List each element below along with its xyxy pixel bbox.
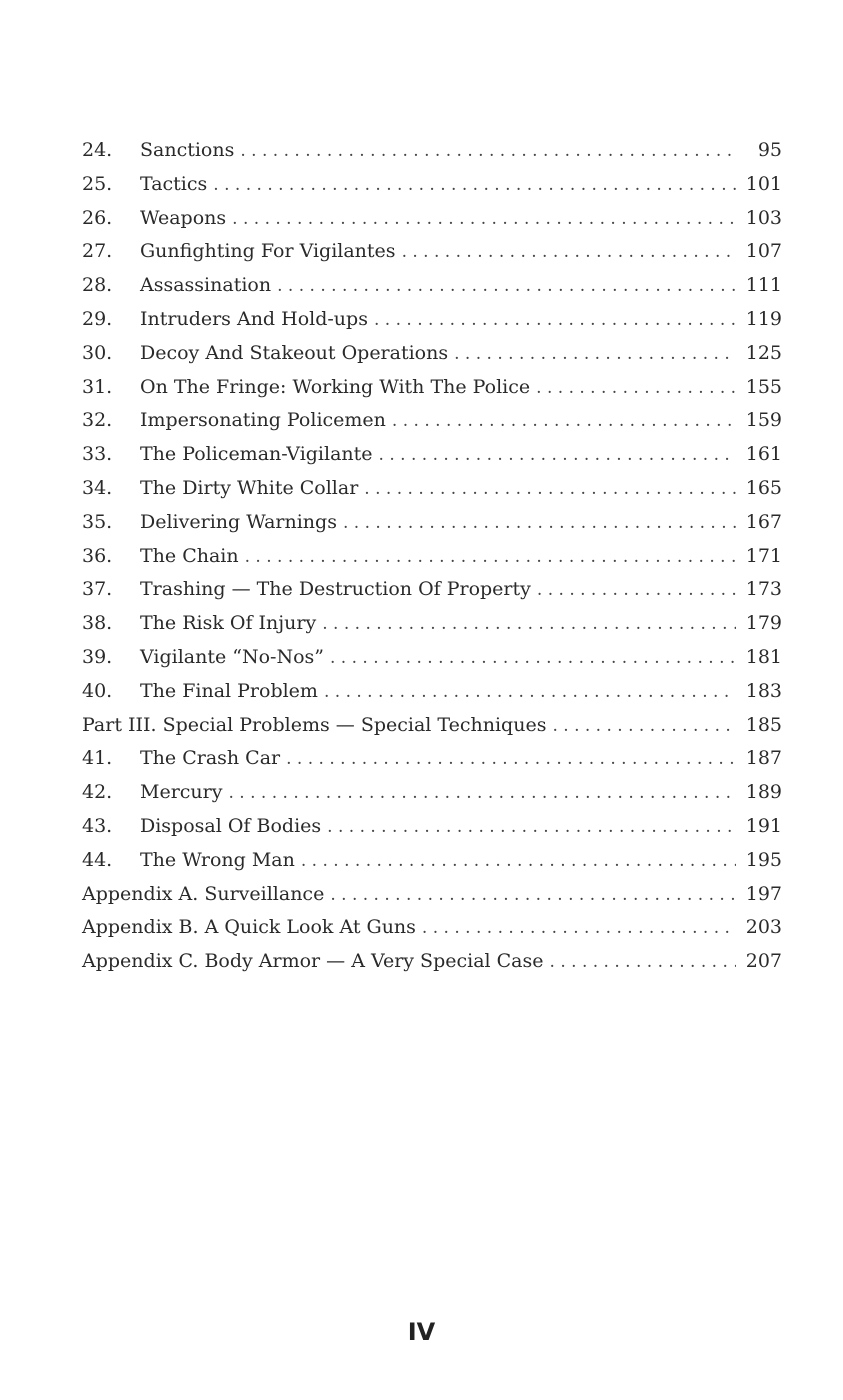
dot-leader [379,439,736,473]
chapter-number: 33. [82,443,113,466]
page-ref: 155 [745,375,782,398]
appendix-title: Appendix A. Surveillance [82,882,325,905]
chapter-title: The Final Problem [140,679,318,702]
page-ref: 191 [745,814,782,837]
chapter-number: 30. [82,341,113,364]
toc-appendix [82,878,782,912]
page-ref: 107 [745,240,782,263]
chapter-title: The Crash Car [140,747,281,770]
toc-entry [82,472,782,506]
part-title: Part III. Special Problems — Special Techniques [82,713,547,736]
toc-entry [82,269,782,303]
dot-leader [286,743,736,777]
chapter-number: 26. [82,206,113,229]
dot-leader [324,676,736,710]
chapter-title: The Wrong Man [140,848,295,871]
chapter-title: Mercury [140,781,223,804]
toc-entry [82,438,782,472]
toc-entry [82,404,782,438]
chapter-number: 38. [82,612,113,635]
page-ref: 165 [745,476,782,499]
chapter-number: 36. [82,544,113,567]
page-ref: 159 [745,409,782,432]
page-ref: 195 [745,848,782,871]
toc-entry [82,641,782,675]
page-ref: 183 [745,679,782,702]
dot-leader [537,574,736,608]
toc-part-heading [82,709,782,743]
chapter-number: 37. [82,578,113,601]
toc-entry [82,168,782,202]
dot-leader [245,541,736,575]
page-ref: 207 [745,950,782,973]
page-ref: 101 [745,172,782,195]
dot-leader [343,507,736,541]
chapter-number: 31. [82,375,113,398]
dot-leader [228,777,736,811]
chapter-title: Impersonating Policemen [140,409,386,432]
toc-entry [82,607,782,641]
table-of-contents [82,134,782,979]
toc-entry [82,810,782,844]
toc-entry [82,303,782,337]
page-ref: 181 [745,645,782,668]
page-ref: 119 [745,307,782,330]
toc-entry [82,371,782,405]
toc-entry [82,742,782,776]
appendix-title: Appendix C. Body Armor — A Very Special Case [82,950,544,973]
toc-entry [82,202,782,236]
dot-leader [232,203,736,237]
dot-leader [422,912,736,946]
dot-leader [277,270,736,304]
chapter-number: 35. [82,510,113,533]
toc-appendix [82,911,782,945]
chapter-title: The Policeman-Vigilante [140,443,373,466]
dot-leader [392,405,736,439]
chapter-title: Intruders And Hold-ups [140,307,368,330]
dot-leader [322,608,736,642]
dot-leader [374,304,736,338]
chapter-title: On The Fringe: Working With The Police [140,375,531,398]
page-ref: 203 [745,916,782,939]
toc-entry [82,540,782,574]
dot-leader [454,338,736,372]
dot-leader [301,845,736,879]
chapter-title: Vigilante “No-Nos” [140,645,324,668]
chapter-number: 42. [82,781,113,804]
page-ref: 103 [745,206,782,229]
page-ref: 187 [745,747,782,770]
page-ref: 171 [745,544,782,567]
chapter-number: 25. [82,172,113,195]
toc-entry [82,235,782,269]
chapter-number: 40. [82,679,113,702]
chapter-number: 28. [82,274,113,297]
toc-appendix [82,945,782,979]
toc-entry [82,844,782,878]
chapter-number: 34. [82,476,113,499]
dot-leader [536,372,736,406]
appendix-title: Appendix B. A Quick Look At Guns [82,916,416,939]
chapter-title: Sanctions [140,139,235,161]
page-ref: 189 [745,781,782,804]
chapter-title: The Risk Of Injury [140,612,317,635]
chapter-title: Weapons [140,206,227,229]
chapter-title: Delivering Warnings [140,510,337,533]
page-ref: 167 [745,510,782,533]
chapter-number: 32. [82,409,113,432]
toc-entry [82,776,782,810]
chapter-title: Tactics [140,172,208,195]
page-ref: 161 [745,443,782,466]
chapter-number: 24. [82,139,113,161]
dot-leader [402,236,736,270]
page-number: IV [407,1318,436,1346]
toc-entry [82,675,782,709]
page-ref: 179 [745,612,782,635]
chapter-title: Gunfighting For Vigilantes [140,240,396,263]
chapter-number: 27. [82,240,113,263]
chapter-title: Disposal Of Bodies [140,814,322,837]
page-ref: 125 [745,341,782,364]
page-ref: 185 [745,713,782,736]
dot-leader [364,473,736,507]
toc-entry [82,506,782,540]
chapter-title: Assassination [140,274,272,297]
chapter-number: 29. [82,307,113,330]
dot-leader [213,169,736,203]
dot-leader [552,710,736,744]
chapter-title: Trashing — The Destruction Of Property [140,578,531,601]
dot-leader [330,642,736,676]
dot-leader [550,946,736,980]
chapter-title: Decoy And Stakeout Operations [140,341,449,364]
chapter-number: 43. [82,814,113,837]
toc-entry [82,337,782,371]
chapter-title: The Chain [140,544,239,567]
page-ref: 95 [757,139,782,161]
dot-leader [240,135,736,169]
dot-leader [330,879,736,913]
chapter-number: 44. [82,848,113,871]
chapter-number: 41. [82,747,113,770]
page-ref: 111 [745,274,782,297]
toc-entry [82,573,782,607]
page-ref: 197 [745,882,782,905]
page-ref: 173 [745,578,782,601]
chapter-title: The Dirty White Collar [140,476,359,499]
toc-entry [82,134,782,168]
dot-leader [327,811,736,845]
chapter-number: 39. [82,645,113,668]
